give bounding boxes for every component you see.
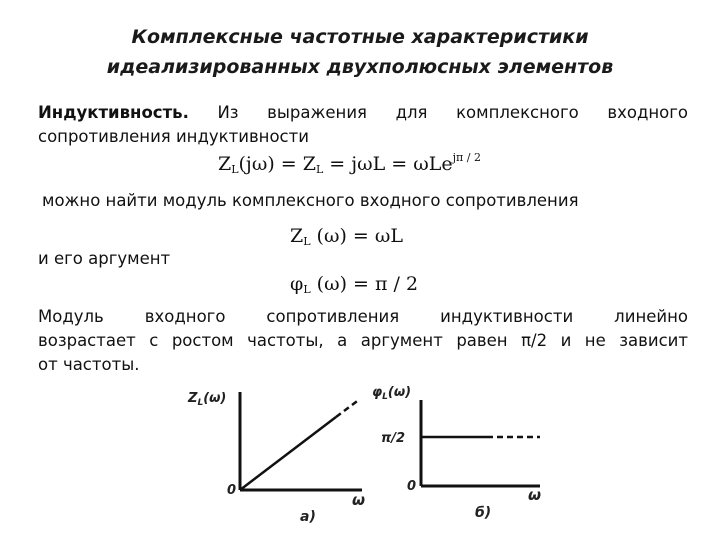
graph-a-modulus <box>187 391 365 525</box>
formula2-lhs-sub: L <box>303 235 311 248</box>
graph-b-xlabel: ω <box>528 486 542 504</box>
graph-b-caption: б) <box>475 505 492 521</box>
graph-a-line-dashed <box>336 399 360 417</box>
conclusion-line-1: Модуль входного сопротивления индуктивности линейно <box>38 307 688 326</box>
formula1-lhs-sub: L <box>231 163 239 176</box>
graph-a-caption: а) <box>300 509 316 525</box>
formula3-rhs: (ω) = π / 2 <box>310 273 419 295</box>
graph-b-origin: 0 <box>407 479 417 494</box>
graph-b-level-label: π/2 <box>381 431 406 446</box>
formula3-lhs-sub: L <box>303 283 311 296</box>
graph-b-ylabel: $\varphi_L(\omega)$ <box>372 385 412 402</box>
paragraph-modulus: можно найти модуль комплексного входного сопротивления <box>42 191 579 210</box>
formula2-lhs: Z <box>290 225 304 247</box>
formula1-rhs: = jωL = ωLe <box>323 153 453 175</box>
graph-a-xlabel: ω <box>352 491 366 509</box>
para1-text-2: сопротивления индуктивности <box>38 127 309 146</box>
graph-b-argument <box>372 385 541 521</box>
formula3-lhs: φ <box>290 273 304 295</box>
graph-a-origin: 0 <box>227 483 237 498</box>
formula1-arg: (jω) = Z <box>238 153 316 175</box>
para1-text-1: Из выражения для комплексного входного <box>188 103 688 122</box>
paragraph-argument: и его аргумент <box>38 249 171 268</box>
conclusion-line-2: возрастает с ростом частоты, а аргумент равен π/2 и не зависит <box>38 331 688 350</box>
formula1-lhs: Z <box>218 153 232 175</box>
term-inductance: Индуктивность. <box>38 103 189 122</box>
formula2-rhs: (ω) = ωL <box>310 225 403 247</box>
conclusion-line-3: от частоты. <box>38 355 140 374</box>
formula1-exponent: jπ / 2 <box>452 151 481 164</box>
title-line-2: идеализированных двухполюсных элементов <box>106 56 614 78</box>
graph-a-ylabel: $Z_L(\omega)$ <box>188 391 227 408</box>
graph-a-line <box>240 417 336 490</box>
title-line-1: Комплексные частотные характеристики <box>131 26 589 48</box>
formula1-mid-sub: L <box>315 163 324 176</box>
